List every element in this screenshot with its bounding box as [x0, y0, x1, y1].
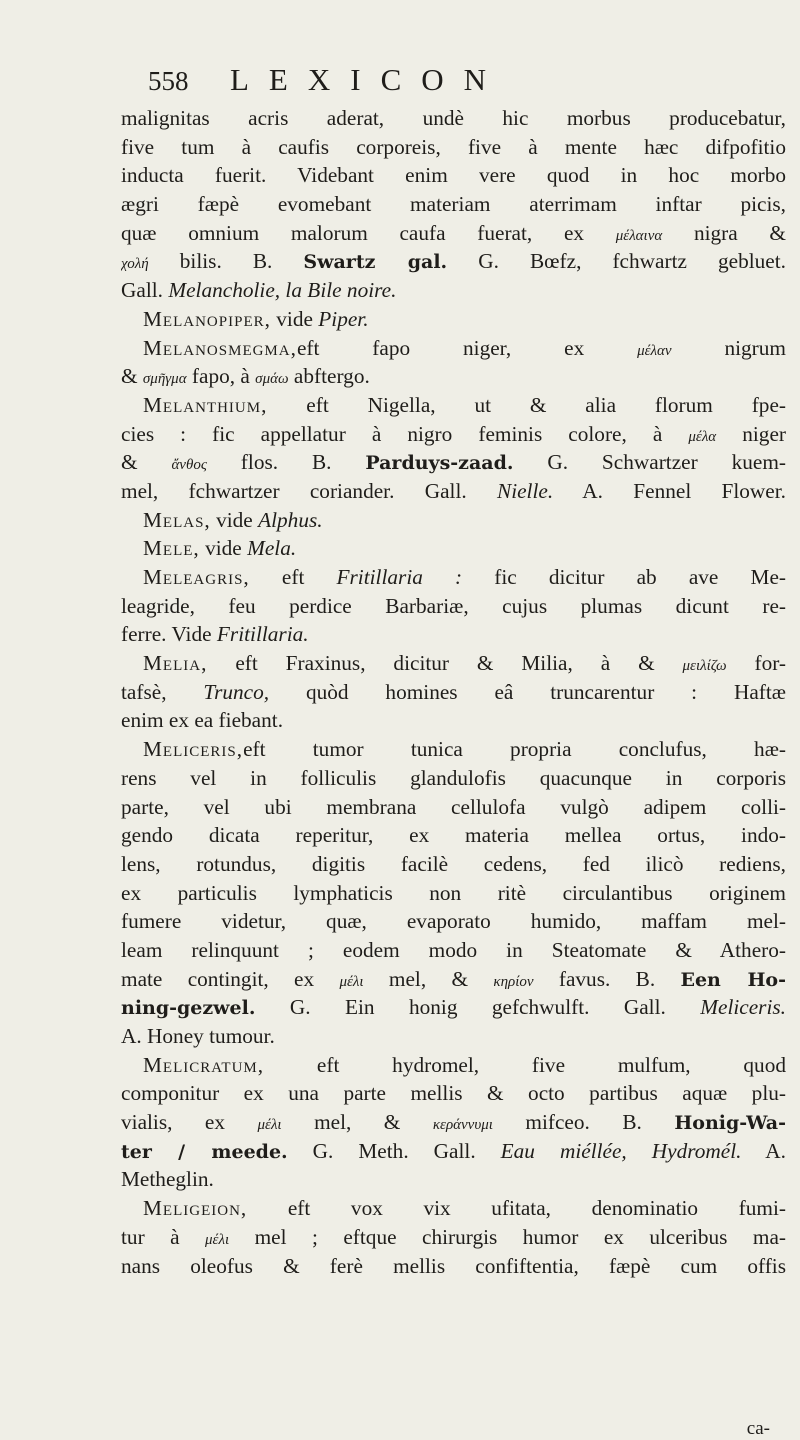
text-segment: Gall. [121, 278, 169, 303]
text-line [121, 1137, 786, 1166]
text-line [121, 190, 786, 219]
text-segment: vide [210, 507, 259, 532]
text-segment: eft hydromel, five mulfum, quod [264, 1052, 786, 1077]
text-segment: & [121, 450, 172, 475]
text-segment: mel, & [281, 1110, 433, 1135]
text-segment: Mele, [143, 536, 200, 561]
text-segment: eft tumor tunica propria conclufus, hæ- [243, 737, 786, 762]
text-segment: nigrum [671, 335, 786, 360]
text-line [121, 276, 786, 305]
text-line [121, 649, 786, 678]
text-segment: five tum à caufis corporeis, five à mente hæc difpofitio [121, 134, 786, 159]
text-segment: ἄνθος [171, 457, 207, 474]
text-segment: μέλι [205, 1231, 230, 1248]
text-segment: Meligeion, [143, 1196, 248, 1221]
text-segment: A. Fennel Flower. [553, 478, 786, 503]
text-segment: Melas, [143, 507, 211, 532]
text-segment: leagride, feu perdice Barbariæ, cujus plumas dicunt re- [121, 593, 786, 618]
text-segment: inducta fuerit. Videbant enim vere quod in hoc morbo [121, 163, 786, 188]
text-line [121, 305, 786, 334]
running-title: LEXICON [230, 62, 507, 97]
text-line [121, 104, 786, 133]
text-line [121, 936, 786, 965]
dictionary-entries [121, 104, 786, 1280]
text-segment: mifceo. B. [492, 1110, 675, 1135]
text-line [121, 563, 786, 592]
text-segment: Melanosmegma, [143, 335, 297, 360]
text-segment: vide [270, 306, 319, 331]
text-segment: Alphus. [258, 507, 323, 532]
text-line [121, 879, 786, 908]
text-segment: Swartz gal. [303, 251, 448, 274]
text-line [121, 1194, 786, 1223]
text-segment: malignitas acris aderat, undè hic morbus producebatur, [121, 106, 786, 130]
text-segment: lens, rotundus, digitis facilè cedens, fed ilicò rediens, [121, 851, 786, 876]
text-segment: ter / meede. [121, 1140, 288, 1163]
text-segment: mel, & [363, 966, 494, 991]
text-line [121, 247, 786, 276]
text-segment: σμῆγμα [142, 371, 187, 388]
text-segment: mel ; eftque chirurgis humor ex ulceribus ma- [229, 1224, 786, 1249]
text-line [121, 219, 786, 248]
text-segment: niger [716, 421, 786, 446]
text-segment: Een Ho- [680, 968, 786, 991]
text-line [121, 793, 786, 822]
text-segment: tur à [121, 1224, 206, 1249]
text-segment: ex particulis lymphaticis non ritè circulantibus originem [121, 880, 786, 905]
text-segment: eft Nigella, ut & alia florum fpe- [267, 392, 786, 417]
text-segment: flos. B. [206, 450, 366, 475]
text-segment: ferre. Vide [121, 622, 217, 647]
text-line [121, 620, 786, 649]
text-segment: gendo dicata reperitur, ex materia mellea ortus, indo- [121, 823, 786, 848]
text-segment: tafsè, [121, 679, 204, 704]
text-segment: ægri fæpè evomebant materiam aterrimam inftar picis, [121, 192, 786, 217]
text-segment: mel, fchwartzer coriander. Gall. [121, 478, 497, 503]
text-segment: & [121, 364, 143, 389]
text-segment: fic dicitur ab ave Me- [462, 565, 786, 589]
text-segment: rens vel in folliculis glandulofis quacunque in corporis [121, 765, 786, 790]
text-line [121, 965, 786, 994]
text-line [121, 678, 786, 707]
text-segment: Eau miéllée, Hydromél. [500, 1138, 742, 1163]
text-segment: componitur ex una parte mellis & octo partibus aquæ plu- [121, 1081, 786, 1106]
text-segment: Melancholie, la Bile noire. [168, 278, 397, 303]
text-segment: quòd homines eâ truncarentur : Haftæ [269, 679, 786, 704]
text-line [121, 1252, 786, 1281]
text-segment: Parduys-zaad. [365, 452, 514, 475]
text-segment: Trunco, [203, 679, 270, 704]
text-line [121, 1051, 786, 1080]
text-segment: G. Ein honig gefchwulft. Gall. [255, 995, 701, 1020]
text-segment: Meleagris, [143, 565, 250, 589]
text-segment: Honig-Wa- [674, 1112, 786, 1135]
text-line [121, 706, 786, 735]
text-segment: μέλαν [637, 342, 672, 359]
text-segment: for- [726, 651, 786, 676]
text-segment: Melicratum, [143, 1052, 265, 1077]
text-segment: cies : fic appellatur à nigro feminis colore, à [121, 421, 689, 446]
text-line [121, 133, 786, 162]
text-line [121, 1079, 786, 1108]
text-line [121, 448, 786, 477]
text-segment: abftergo. [288, 364, 370, 389]
text-segment: σμάω [255, 371, 289, 388]
text-segment: parte, vel ubi membrana cellulofa vulgò adipem colli- [121, 794, 786, 819]
text-segment: vialis, ex [121, 1110, 258, 1135]
text-segment: Fritillaria : [336, 565, 463, 589]
text-line [121, 1223, 786, 1252]
text-line [121, 1165, 786, 1194]
catchword: ca- [746, 1418, 770, 1439]
text-line [121, 477, 786, 506]
text-line [121, 1022, 786, 1051]
text-line [121, 764, 786, 793]
page-number: 558 [148, 66, 189, 96]
text-segment: nigra & [662, 220, 786, 245]
text-segment: A. [741, 1138, 786, 1163]
text-segment: Melia, [143, 651, 208, 676]
text-line [121, 993, 786, 1022]
text-segment: μέλι [339, 973, 364, 990]
text-segment: Melanthium, [143, 392, 268, 417]
text-segment: κεράννυμι [432, 1117, 493, 1134]
text-line [121, 506, 786, 535]
text-line [121, 907, 786, 936]
text-segment: Fritillaria. [216, 622, 309, 647]
text-segment: nans oleofus & ferè mellis confiftentia, fæpè cum offis [121, 1253, 786, 1278]
text-segment: Metheglin. [121, 1167, 214, 1192]
text-line [121, 362, 786, 391]
text-segment: χολή [121, 256, 149, 273]
text-segment: fumere videtur, quæ, evaporato humido, maffam mel- [121, 909, 786, 934]
text-segment: G. Schwartzer kuem- [513, 450, 786, 475]
text-segment: eft vox vix ufitata, denominatio fumi- [247, 1196, 786, 1221]
text-line [121, 161, 786, 190]
text-segment: Meliceris, [143, 737, 244, 762]
text-segment: G. Bœfz, fchwartz gebluet. [447, 249, 786, 274]
text-line [121, 850, 786, 879]
text-segment: κηρίον [493, 973, 534, 990]
text-segment: Nielle. [496, 478, 554, 503]
text-segment: eft fapo niger, ex [296, 335, 638, 360]
text-segment: eft [249, 565, 337, 589]
text-segment: vide [199, 536, 248, 561]
text-line [121, 592, 786, 621]
text-segment: Mela. [247, 536, 297, 561]
text-line [121, 1108, 786, 1137]
text-segment: Piper. [318, 306, 369, 331]
text-segment: A. Honey tumour. [121, 1024, 275, 1048]
text-line [121, 391, 786, 420]
text-segment: ning-gezwel. [121, 997, 256, 1020]
page-header [148, 62, 768, 102]
text-segment: μέλαινα [615, 227, 663, 244]
text-segment: μέλα [688, 428, 717, 445]
text-segment: Meliceris. [700, 995, 786, 1020]
text-segment: favus. B. [533, 966, 681, 991]
text-segment: G. Meth. Gall. [287, 1138, 501, 1163]
text-segment: μέλι [257, 1117, 282, 1134]
text-line [121, 420, 786, 449]
text-segment: eft Fraxinus, dicitur & Milia, à & [207, 651, 683, 676]
text-line [121, 534, 786, 563]
text-segment: μειλίζω [682, 658, 727, 675]
text-line [121, 821, 786, 850]
text-line [121, 735, 786, 764]
text-segment: quæ omnium malorum caufa fuerat, ex [121, 220, 616, 245]
text-segment: leam relinquunt ; eodem modo in Steatomate & Athero- [121, 937, 786, 962]
text-line [121, 334, 786, 363]
text-segment: mate contingit, ex [121, 966, 340, 991]
text-segment: enim ex ea fiebant. [121, 708, 284, 733]
text-segment: fapo, à [186, 364, 256, 389]
text-segment: bilis. B. [148, 249, 304, 274]
text-segment: Melanopiper, [143, 306, 271, 331]
